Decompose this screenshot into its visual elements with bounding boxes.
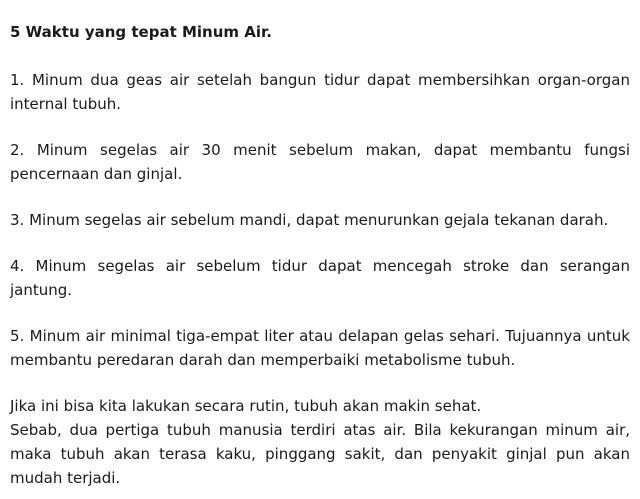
list-item-line: 3. Minum segelas air sebelum mandi, dapat menurunkan gejala tekanan darah. — [10, 211, 609, 229]
list-item — [10, 324, 630, 372]
list-item — [10, 138, 630, 186]
list-item — [10, 208, 630, 232]
closing-line: mudah terjadi. — [10, 469, 121, 487]
list-item-line: pencernaan dan ginjal. — [10, 165, 183, 183]
list-item-line: internal tubuh. — [10, 95, 122, 113]
document-title: 5 Waktu yang tepat Minum Air. — [10, 23, 272, 41]
list-item-line: membantu peredaran darah dan memperbaiki metabolisme tubuh. — [10, 351, 516, 369]
list-item-line: 4. Minum segelas air sebelum tidur dapat mencegah stroke dan serangan jantung. — [10, 257, 630, 299]
closing-line: Jika ini bisa kita lakukan secara rutin, tubuh akan makin sehat. — [10, 397, 482, 415]
closing-paragraph — [10, 394, 630, 490]
list-item-line: 1. Minum dua geas air setelah bangun tidur dapat membersihkan organ-organ — [10, 71, 630, 89]
list-item-line: 5. Minum air minimal tiga-empat liter atau delapan gelas sehari. Tujuannya untuk — [10, 327, 630, 345]
closing-line: maka tubuh akan terasa kaku, pinggang sakit, dan penyakit ginjal pun akan — [10, 445, 630, 463]
list-item — [10, 254, 630, 302]
list-item — [10, 68, 630, 116]
list-item-line: 2. Minum segelas air 30 menit sebelum makan, dapat membantu fungsi — [10, 141, 630, 159]
closing-line: Sebab, dua pertiga tubuh manusia terdiri atas air. Bila kekurangan minum air, — [10, 421, 630, 439]
document-body — [10, 20, 630, 490]
